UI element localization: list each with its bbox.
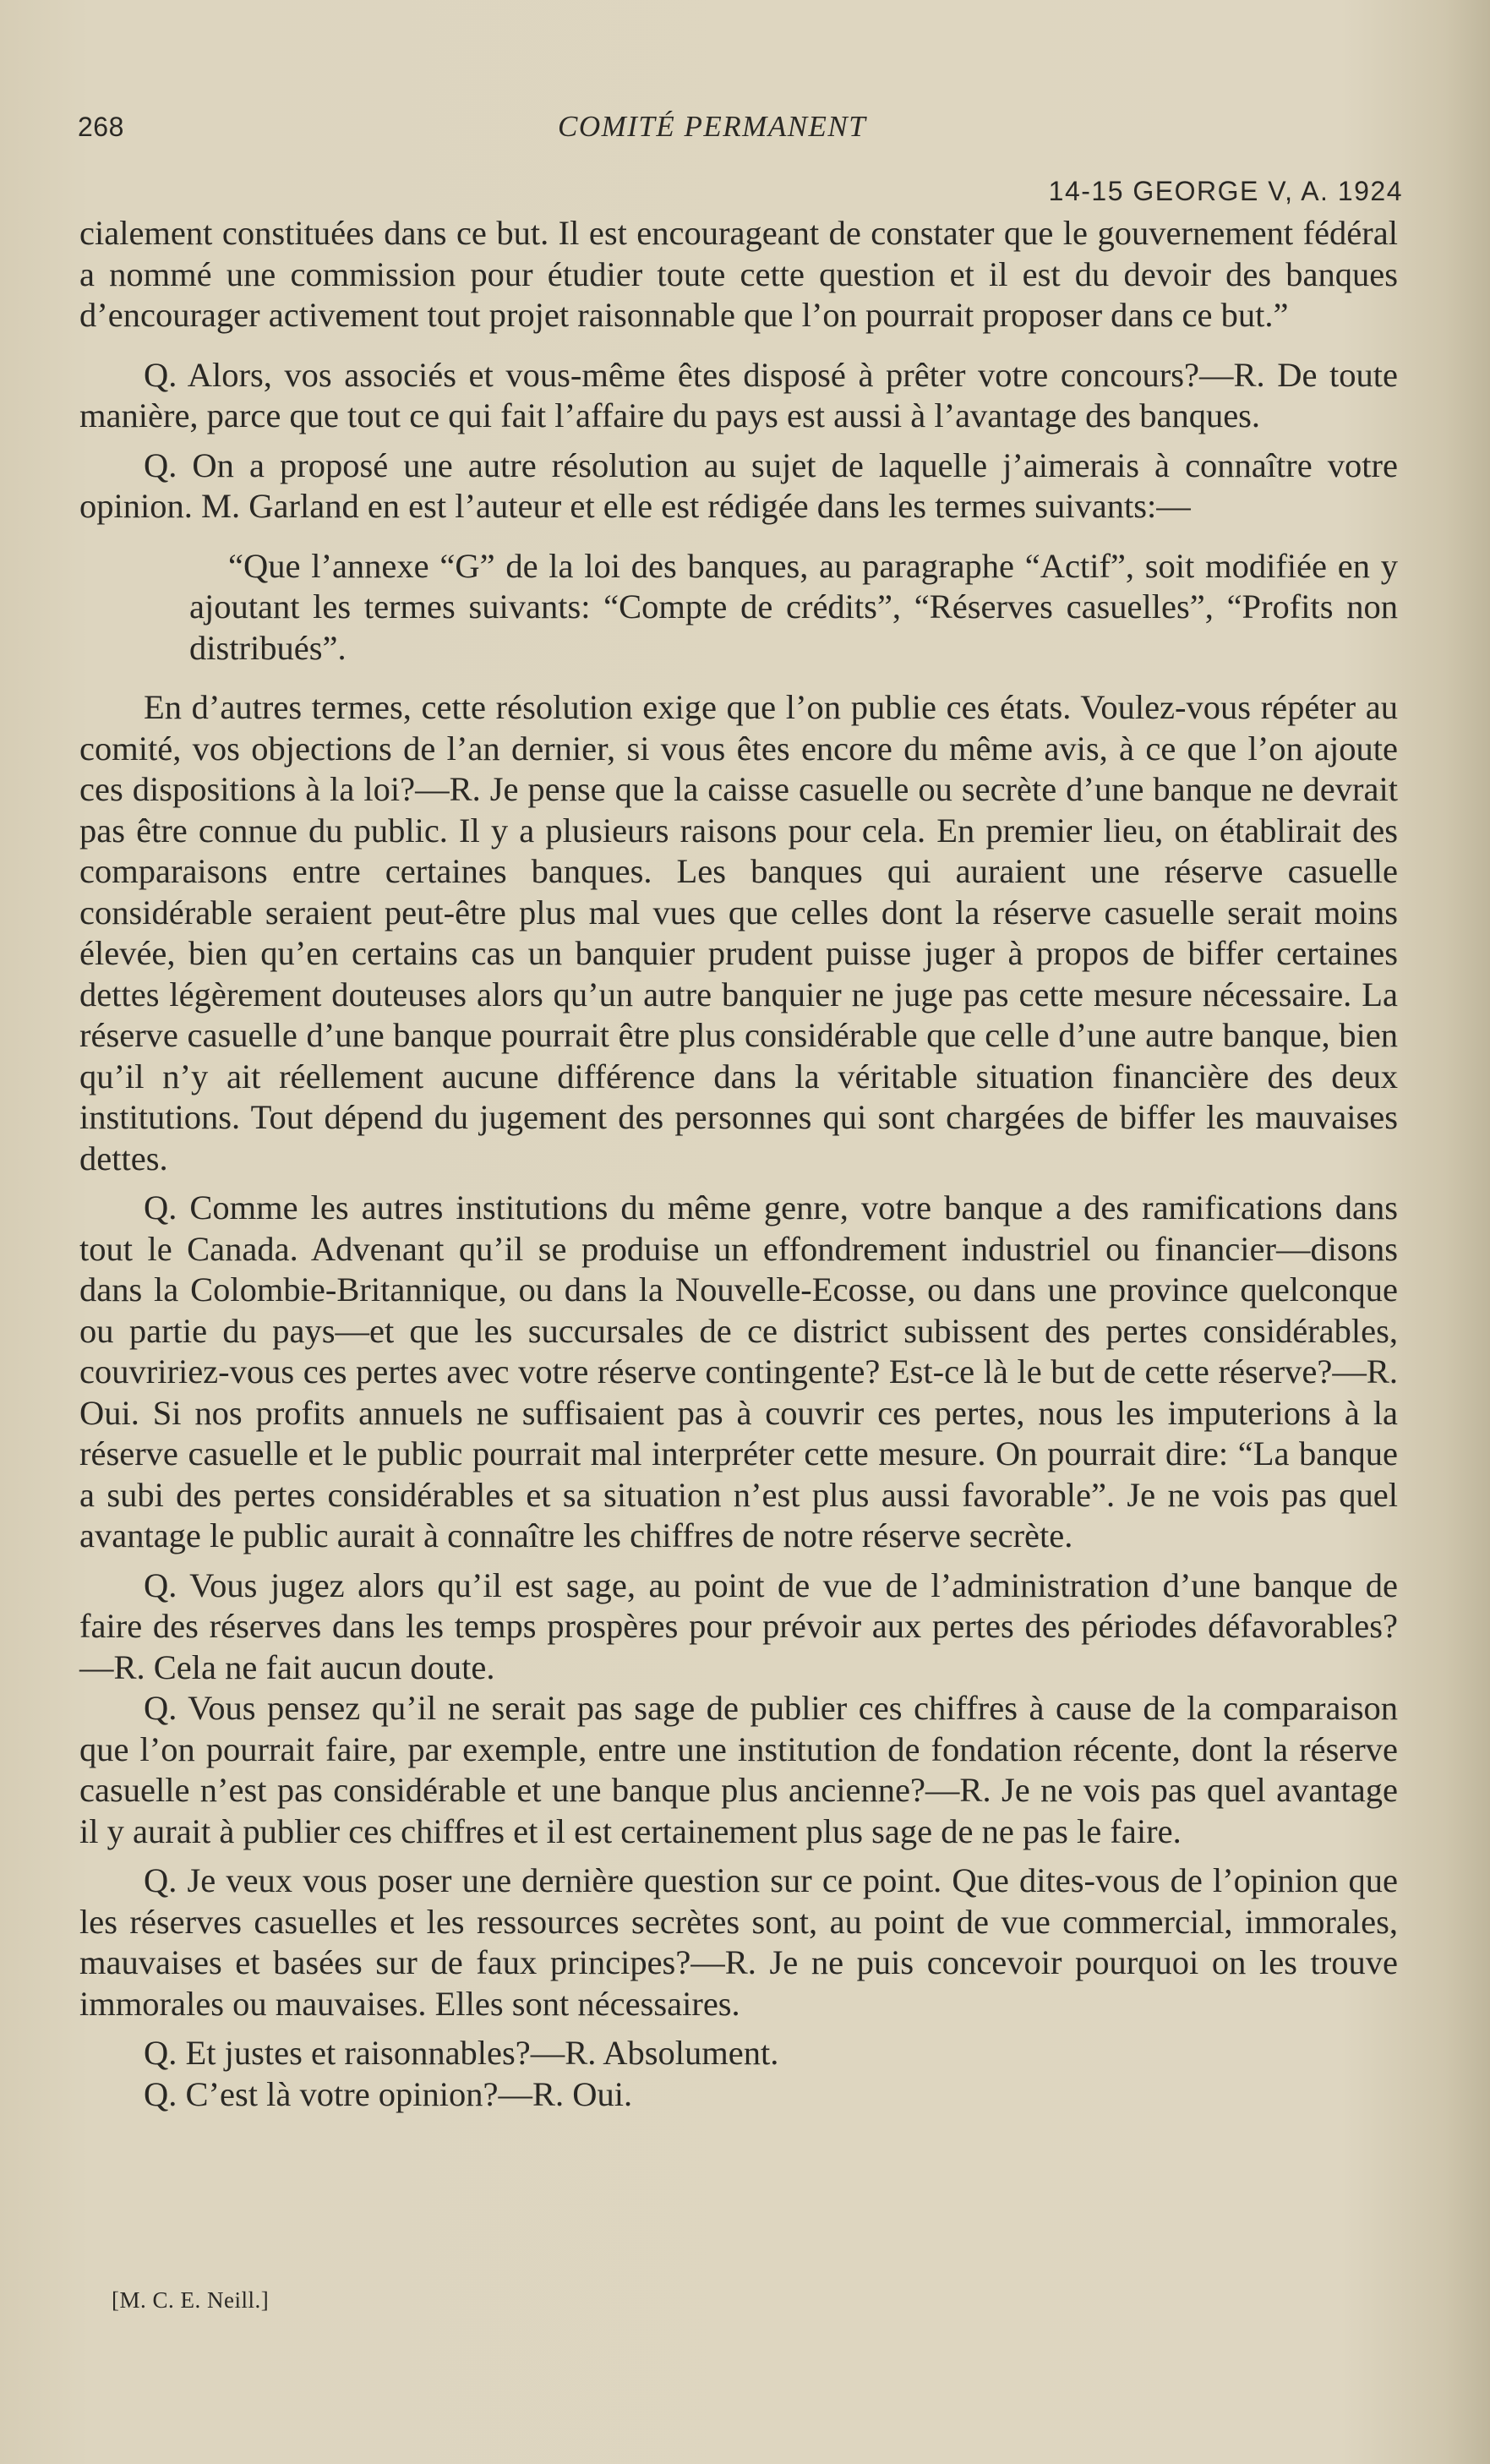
paragraph-question: Q. Alors, vos associés et vous-même êtes disposé à prêter votre concours?—R. De toute manière, parce que tout ce qui fait l’affaire du pays est aussi à l’avantage des banques. xyxy=(79,355,1398,434)
paragraph-answer: En d’autres termes, cette résolution exige que l’on publie ces états. Voulez-vous répéter au comité, vos objections de l’an dernier, si vous êtes encore du même avis, à ce que l’on ajoute ces dispositions à la loi?—R. Je pense que la caisse casuelle ou secrète d’une banque ne devrait pas être connue du public. Il y a plusieurs raisons pour cela. En premier lieu, on établirait des comparaisons entre certaines banques. Les banques qui auraient une réserve casuelle considérable seraient peut-être plus mal vues que celles dont la réserve casuelle serait moins élevée, bien qu’en certains cas un banquier prudent puisse juger à propos de biffer certaines dettes légèrement douteuses alors qu’un autre banquier ne juge pas cette mesure nécessaire. La réserve casuelle d’une banque pourrait être plus considérable que celle d’une autre banque, bien qu’il n’y ait réellement aucune différence dans la véritable situation financière des deux institutions. Tout dépend du jugement des personnes qui sont chargées de biffer les mauvaises dettes. xyxy=(79,688,1398,1177)
session-label: 14-15 GEORGE V, A. 1924 xyxy=(1048,176,1403,206)
page-number: 268 xyxy=(78,112,124,142)
paragraph-question: Q. Je veux vous poser une dernière question sur ce point. Que dites-vous de l’opinion que les réserves casuelles et les ressources secrètes sont, au point de vue commercial, immorales, mauvaises et basées sur de faux principes?—R. Je ne puis concevoir pourquoi on les trouve immorales ou mauvaises. Elles sont nécessaires. xyxy=(79,1861,1398,2023)
running-title: COMITÉ PERMANENT xyxy=(558,110,867,143)
paragraph-question: Q. On a proposé une autre résolution au sujet de laquelle j’aimerais à connaître votre opinion. M. Garland en est l’auteur et elle est rédigée dans les termes suivants:— xyxy=(79,445,1398,525)
body-text xyxy=(79,213,1398,2115)
paragraph-question: Q. Comme les autres institutions du même genre, votre banque a des ramifications dans tout le Canada. Advenant qu’il se produise un effondrement industriel ou financier—disons dans la Colombie-Britannique, ou dans la Nouvelle-Ecosse, ou dans une province quelconque ou partie du pays—et que les succursales de ce district subissent des pertes considérables, couvririez-vous ces pertes avec votre réserve contingente? Est-ce là le but de cette réserve?—R. Oui. Si nos profits annuels ne suffisaient pas à couvrir ces pertes, nous les imputerions à la réserve casuelle et le public pourrait mal interpréter cette mesure. On pourrait dire: “La banque a subi des pertes considérables et sa situation n’est plus aussi favorable”. Je ne vois pas quel avantage le public aurait à connaître les chiffres de notre réserve secrète. xyxy=(79,1188,1398,1554)
paragraph-continuation: cialement constituées dans ce but. Il est encourageant de constater que le gouvernement fédéral a nommé une commission pour étudier toute cette question et il est du devoir des banques d’encourager activement tout projet raisonnable que l’on pourrait proposer dans ce but.” xyxy=(79,214,1398,334)
paragraph-question: Q. C’est là votre opinion?—R. Oui. xyxy=(144,2074,633,2113)
paragraph-quotation: “Que l’annexe “G” de la loi des banques, au paragraphe “Actif”, soit modifiée en y ajoutant les termes suivants: “Compte de crédits”, “Réserves casuelles”, “Profits non distribués”. xyxy=(189,546,1398,667)
speaker-signature: [M. C. E. Neill.] xyxy=(112,2287,270,2313)
paragraph-question: Q. Vous jugez alors qu’il est sage, au point de vue de l’administration d’une banque de faire des réserves dans les temps prospères pour prévoir aux pertes des périodes défavorables?—R. Cela ne fait aucun doute. xyxy=(79,1565,1398,1686)
paragraph-question: Q. Et justes et raisonnables?—R. Absolument. xyxy=(144,2034,779,2072)
paragraph-question: Q. Vous pensez qu’il ne serait pas sage de publier ces chiffres à cause de la comparaison que l’on pourrait faire, par exemple, entre une institution de fondation récente, dont la réserve casuelle n’est pas considérable et une banque plus ancienne?—R. Je ne vois pas quel avantage il y aurait à publier ces chiffres et il est certainement plus sage de ne pas le faire. xyxy=(79,1689,1398,1850)
